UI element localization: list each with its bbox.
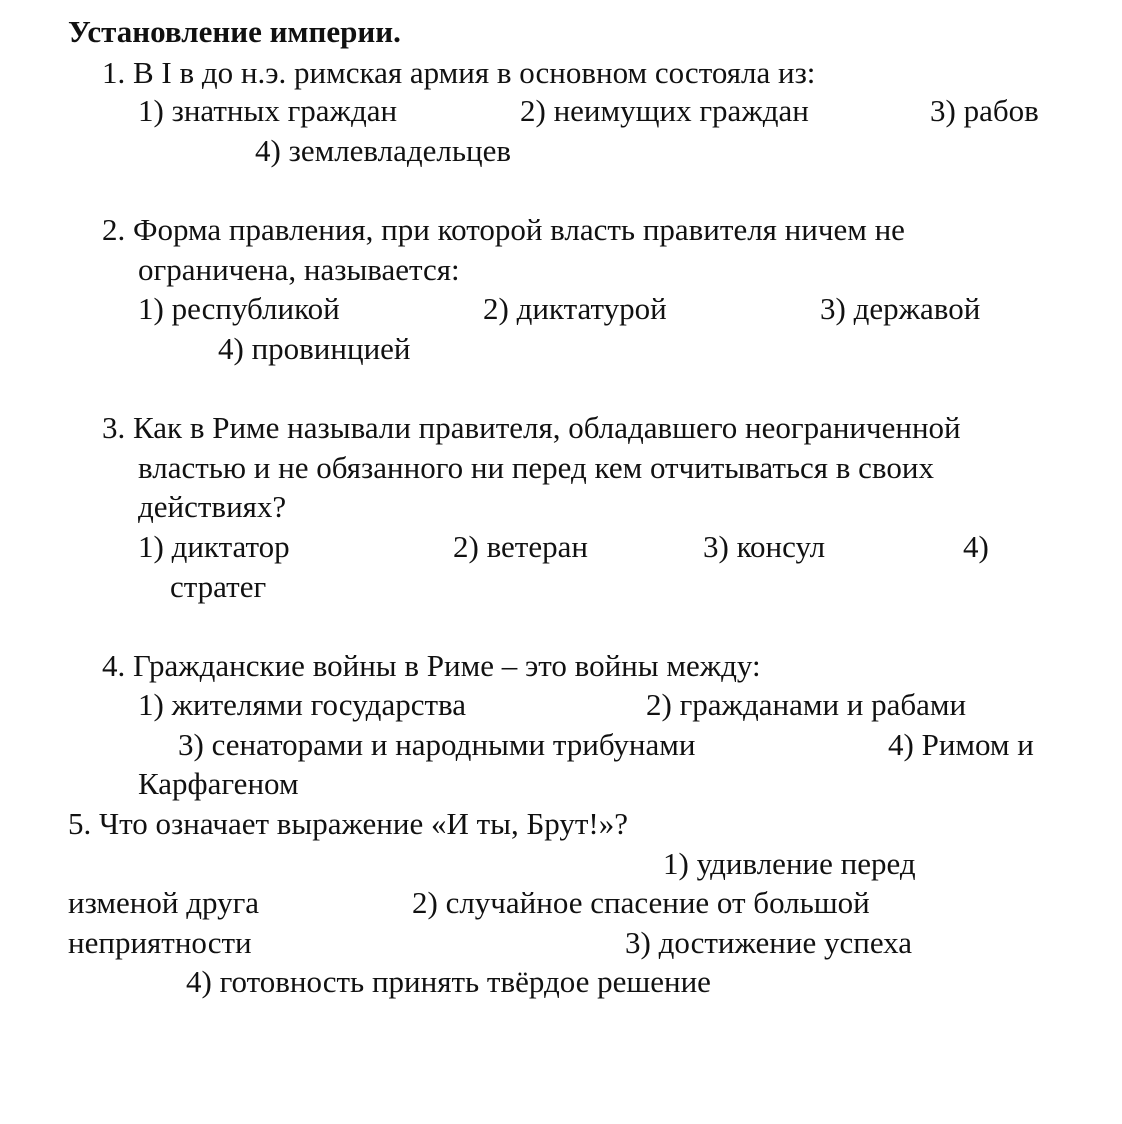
question-2-stem-line-1: 2. Форма правления, при которой власть правителя ничем не xyxy=(102,212,905,247)
question-3-stem-line-2: властью и не обязанного ни перед кем отчитываться в своих xyxy=(138,450,934,485)
question-3-option-3: 3) консул xyxy=(703,529,826,564)
question-5-option-2: 2) случайное спасение от большой xyxy=(412,885,870,920)
question-4-option-1: 1) жителями государства xyxy=(138,687,467,722)
question-2-option-3: 3) державой xyxy=(820,291,981,326)
question-2-option-2: 2) диктатурой xyxy=(483,291,667,326)
question-5-option-3: 3) достижение успеха xyxy=(625,925,913,960)
question-4-option-4: 4) Римом и xyxy=(888,727,1034,762)
question-3-stem-line-1: 3. Как в Риме называли правителя, обладавшего неограниченной xyxy=(102,410,961,445)
question-2-option-1: 1) республикой xyxy=(138,291,340,326)
question-1-stem: 1. В I в до н.э. римская армия в основном состояла из: xyxy=(102,55,816,90)
question-3-option-4-number: 4) xyxy=(963,529,989,564)
question-4-option-3: 3) сенаторами и народными трибунами xyxy=(178,727,696,762)
question-4-stem: 4. Гражданские войны в Риме – это войны между: xyxy=(102,648,761,683)
question-1-option-2: 2) неимущих граждан xyxy=(520,93,809,128)
question-5-option-4: 4) готовность принять твёрдое решение xyxy=(186,964,711,999)
question-2-option-4: 4) провинцией xyxy=(218,331,411,366)
question-3-stem-line-3: действиях? xyxy=(138,489,287,524)
question-5-option-1: 1) удивление перед xyxy=(663,846,916,881)
question-1-option-4: 4) землевладельцев xyxy=(255,133,512,168)
question-5-option-2-continued: неприятности xyxy=(68,925,252,960)
question-3-option-1: 1) диктатор xyxy=(138,529,290,564)
question-2-stem-line-2: ограничена, называется: xyxy=(138,252,460,287)
question-1-option-1: 1) знатных граждан xyxy=(138,93,398,128)
question-4-option-4-continued: Карфагеном xyxy=(138,766,299,801)
question-3-option-4-text: стратег xyxy=(170,569,267,604)
worksheet-title: Установление империи. xyxy=(68,14,401,49)
question-4-option-2: 2) гражданами и рабами xyxy=(646,687,967,722)
question-5-option-1-continued: изменой друга xyxy=(68,885,260,920)
question-3-option-2: 2) ветеран xyxy=(453,529,588,564)
question-5-stem: 5. Что означает выражение «И ты, Брут!»? xyxy=(68,806,629,841)
question-1-option-3: 3) рабов xyxy=(930,93,1039,128)
